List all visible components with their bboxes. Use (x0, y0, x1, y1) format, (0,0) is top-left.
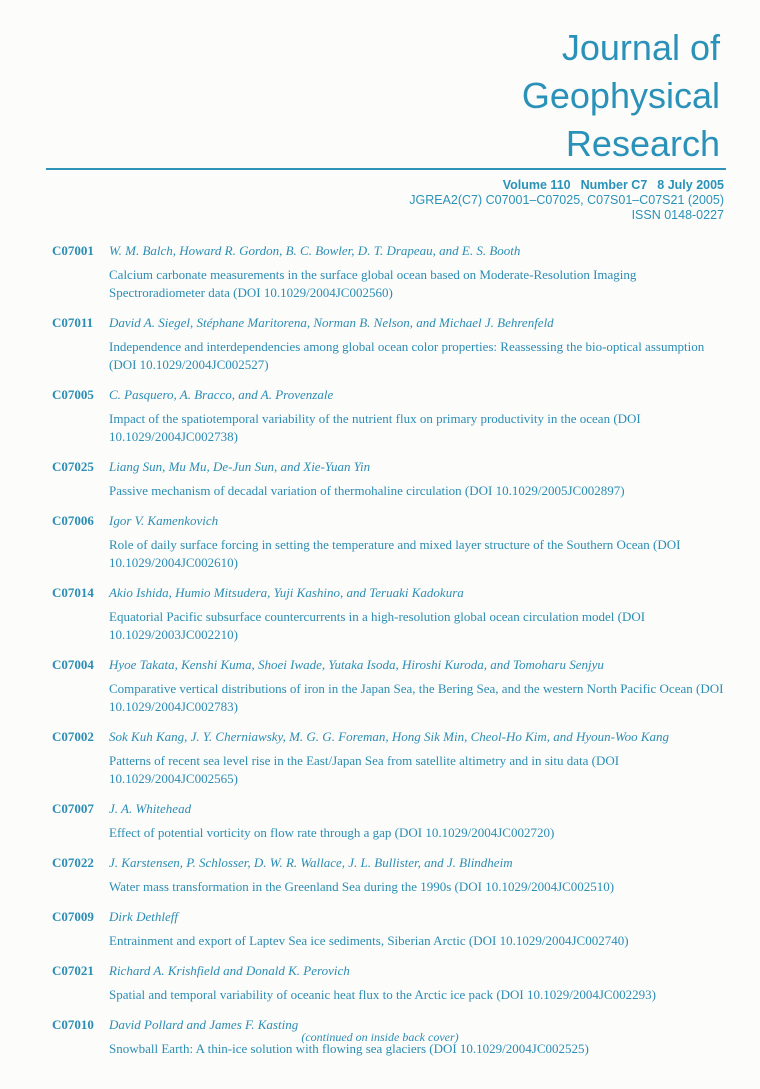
toc-entry (52, 800, 732, 842)
article-authors: Sok Kuh Kang, J. Y. Cherniawsky, M. G. G. Foreman, Hong Sik Min, Cheol-Ho Kim, and Hyoun-Woo Kang (109, 729, 670, 744)
toc-entry (52, 908, 732, 950)
toc-entry (52, 458, 732, 500)
article-authors: David A. Siegel, Stéphane Maritorena, Norman B. Nelson, and Michael J. Behrenfeld (109, 315, 554, 330)
issue-info (409, 178, 724, 223)
article-title: Water mass transformation in the Greenland Sea during the 1990s (DOI 10.1029/2004JC002510) (109, 879, 615, 894)
article-code: C07011 (52, 315, 94, 330)
article-code: C07009 (52, 909, 94, 924)
article-authors: Richard A. Krishfield and Donald K. Perovich (109, 963, 350, 978)
article-authors: C. Pasquero, A. Bracco, and A. Provenzale (109, 387, 334, 402)
toc-entry (52, 854, 732, 896)
article-code: C07006 (52, 513, 94, 528)
article-code: C07005 (52, 387, 94, 402)
article-title: Role of daily surface forcing in setting the temperature and mixed layer structure of the Southern Ocean (DOI 10.1029/2004JC002610) (109, 537, 681, 570)
toc-entry (52, 728, 732, 788)
article-authors: Hyoe Takata, Kenshi Kuma, Shoei Iwade, Yutaka Isoda, Hiroshi Kuroda, and Tomoharu Senjyu (109, 657, 604, 672)
article-authors: J. A. Whitehead (109, 801, 192, 816)
article-code: C07004 (52, 657, 94, 672)
article-title: Impact of the spatiotemporal variability of the nutrient flux on primary productivity in the ocean (DOI 10.1029/2004JC002738) (109, 411, 641, 444)
article-code: C07014 (52, 585, 94, 600)
continued-note: (continued on inside back cover) (301, 1030, 459, 1044)
article-title: Calcium carbonate measurements in the surface global ocean based on Moderate-Resolution Imaging Spectroradiometer data (DOI 10.1029/2004JC002560) (109, 267, 637, 300)
article-title: Comparative vertical distributions of iron in the Japan Sea, the Bering Sea, and the western North Pacific Ocean (DOI 10.1029/2004JC002783) (109, 681, 724, 714)
issue-volume-line (409, 178, 724, 193)
journal-title (522, 24, 720, 168)
header-divider (46, 168, 726, 170)
toc-entry (52, 386, 732, 446)
issue-date: 8 July 2005 (657, 178, 724, 192)
article-code: C07022 (52, 855, 94, 870)
article-code: C07010 (52, 1017, 94, 1032)
article-code: C07025 (52, 459, 94, 474)
article-title: Spatial and temporal variability of oceanic heat flux to the Arctic ice pack (DOI 10.1029/2004JC002293) (109, 987, 656, 1002)
article-code: C07001 (52, 243, 94, 258)
article-code: C07007 (52, 801, 94, 816)
toc-entry (52, 962, 732, 1004)
article-authors: Liang Sun, Mu Mu, De-Jun Sun, and Xie-Yuan Yin (109, 459, 371, 474)
article-title: Patterns of recent sea level rise in the East/Japan Sea from satellite altimetry and in situ data (DOI 10.1029/2004JC002565) (109, 753, 620, 786)
issue-number: Number C7 (580, 178, 648, 192)
toc-entry (52, 242, 732, 302)
article-title: Effect of potential vorticity on flow rate through a gap (DOI 10.1029/2004JC002720) (109, 825, 555, 840)
table-of-contents (52, 242, 732, 1070)
toc-entry (52, 656, 732, 716)
article-title: Entrainment and export of Laptev Sea ice sediments, Siberian Arctic (DOI 10.1029/2004JC002740) (109, 933, 629, 948)
article-code: C07021 (52, 963, 94, 978)
toc-entry (52, 584, 732, 644)
article-title: Equatorial Pacific subsurface countercurrents in a high-resolution global ocean circulation model (DOI 10.1029/2003JC002210) (109, 609, 646, 642)
article-code: C07002 (52, 729, 94, 744)
article-authors: Dirk Dethleff (109, 909, 178, 924)
journal-title-line-2: Geophysical (521, 75, 720, 116)
toc-entry (52, 314, 732, 374)
article-authors: David Pollard and James F. Kasting (109, 1017, 299, 1032)
article-title: Snowball Earth: A thin-ice solution with flowing sea glaciers (DOI 10.1029/2004JC002525) (109, 1041, 589, 1056)
article-authors: J. Karstensen, P. Schlosser, D. W. R. Wallace, J. L. Bullister, and J. Blindheim (109, 855, 513, 870)
issue-volume: Volume 110 (502, 178, 571, 192)
article-title: Independence and interdependencies among global ocean color properties: Reassessing the bio-optical assumption (DOI 10.1029/2004JC002527) (109, 339, 705, 372)
toc-entry (52, 512, 732, 572)
journal-title-line-3: Research (565, 123, 720, 164)
article-authors: W. M. Balch, Howard R. Gordon, B. C. Bowler, D. T. Drapeau, and E. S. Booth (109, 243, 521, 258)
article-authors: Igor V. Kamenkovich (109, 513, 219, 528)
article-authors: Akio Ishida, Humio Mitsudera, Yuji Kashino, and Teruaki Kadokura (109, 585, 464, 600)
issue-issn: ISSN 0148-0227 (631, 208, 724, 222)
issue-codes: JGREA2(C7) C07001–C07025, C07S01–C07S21 (2005) (409, 193, 724, 207)
journal-title-line-1: Journal of (561, 27, 720, 68)
article-title: Passive mechanism of decadal variation of thermohaline circulation (DOI 10.1029/2005JC002897) (109, 483, 625, 498)
